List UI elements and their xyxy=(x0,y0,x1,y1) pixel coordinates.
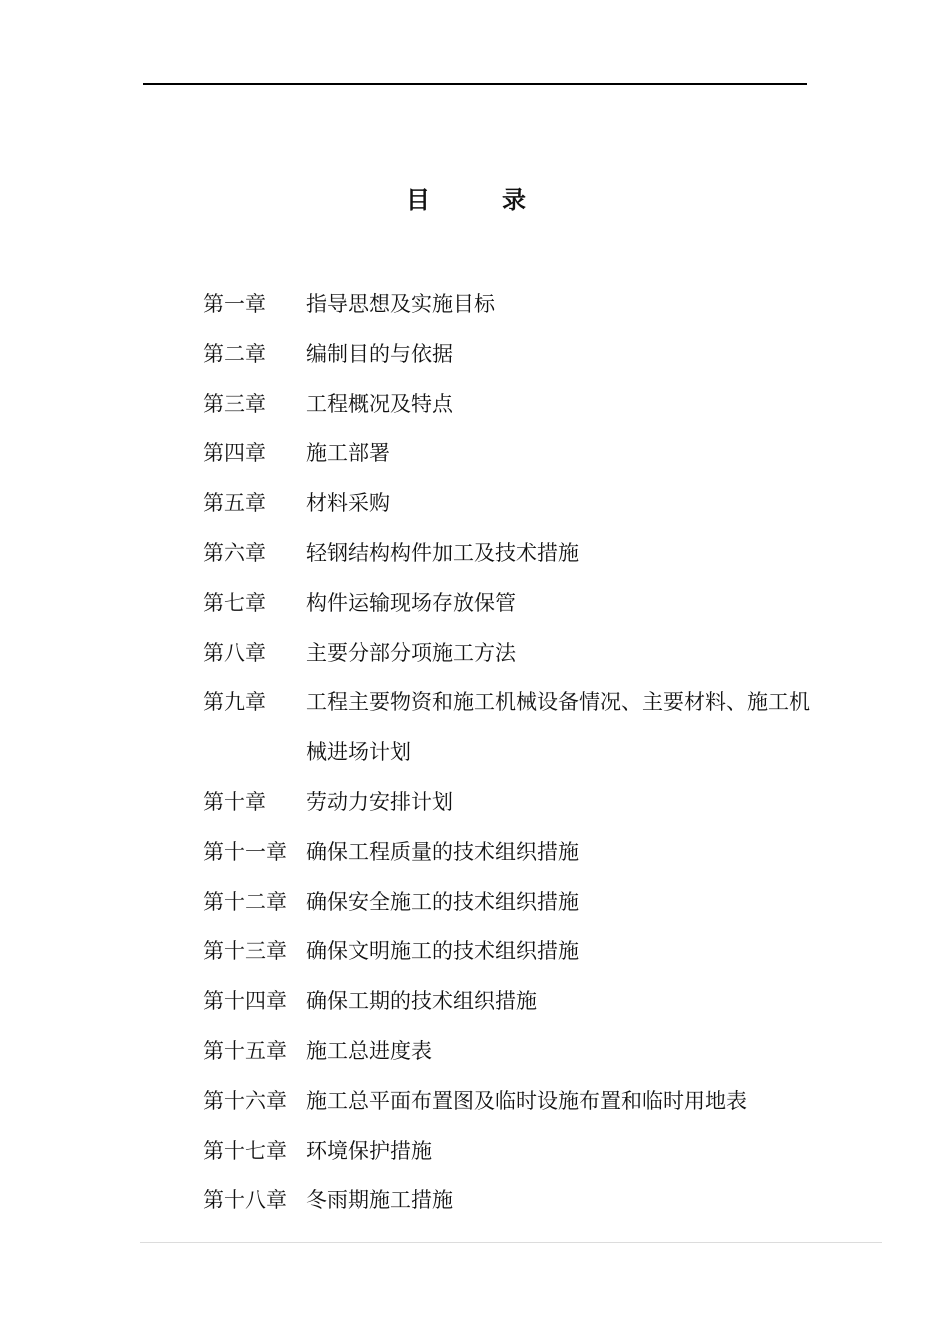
footer-rule xyxy=(140,1242,882,1243)
toc-entry-title: 主要分部分项施工方法 xyxy=(306,640,516,665)
toc-entry-title: 确保工期的技术组织措施 xyxy=(306,989,537,1014)
toc-entry-10[interactable] xyxy=(203,778,823,828)
toc-chapter-label: 第十四章 xyxy=(203,989,287,1014)
toc-entry-title: 轻钢结构构件加工及技术措施 xyxy=(306,540,579,565)
toc-entry-2[interactable] xyxy=(203,330,823,380)
toc-chapter-label: 第四章 xyxy=(203,441,266,466)
toc-chapter-label: 第十八章 xyxy=(203,1188,287,1213)
toc-entry-5[interactable] xyxy=(203,479,823,529)
toc-entry-11[interactable] xyxy=(203,828,823,878)
toc-entry-17[interactable] xyxy=(203,1127,823,1177)
header-rule xyxy=(143,83,807,85)
toc-entry-1[interactable] xyxy=(203,280,823,330)
toc-entry-title: 确保安全施工的技术组织措施 xyxy=(306,889,579,914)
toc-chapter-label: 第十七章 xyxy=(203,1138,287,1163)
toc-entry-4[interactable] xyxy=(203,429,823,479)
toc-entry-15[interactable] xyxy=(203,1027,823,1077)
toc-entry-title: 劳动力安排计划 xyxy=(306,789,453,814)
toc-entry-18[interactable] xyxy=(203,1176,823,1226)
toc-entry-title: 确保工程质量的技术组织措施 xyxy=(306,839,579,864)
toc-entry-9[interactable] xyxy=(203,678,823,778)
toc-entry-title: 工程主要物资和施工机械设备情况、主要材料、施工机械进场计划 xyxy=(306,690,810,765)
toc-entry-title: 编制目的与依据 xyxy=(306,341,453,366)
toc-chapter-label: 第十二章 xyxy=(203,889,287,914)
toc-entry-6[interactable] xyxy=(203,529,823,579)
toc-chapter-label: 第十一章 xyxy=(203,839,287,864)
toc-chapter-label: 第九章 xyxy=(203,690,266,715)
toc-entry-13[interactable] xyxy=(203,927,823,977)
toc-entry-title: 施工总平面布置图及临时设施布置和临时用地表 xyxy=(306,1088,747,1113)
toc-entry-title: 确保文明施工的技术组织措施 xyxy=(306,939,579,964)
toc-entry-3[interactable] xyxy=(203,380,823,430)
toc-entry-title: 构件运输现场存放保管 xyxy=(306,590,516,615)
toc-entry-title: 材料采购 xyxy=(306,491,390,516)
toc-entry-16[interactable] xyxy=(203,1077,823,1127)
toc-chapter-label: 第十三章 xyxy=(203,939,287,964)
toc-entry-title: 冬雨期施工措施 xyxy=(306,1188,453,1213)
table-of-contents xyxy=(203,280,823,1226)
toc-entry-title: 施工总进度表 xyxy=(306,1038,432,1063)
toc-entry-12[interactable] xyxy=(203,878,823,928)
toc-chapter-label: 第三章 xyxy=(203,391,266,416)
toc-chapter-label: 第八章 xyxy=(203,640,266,665)
toc-chapter-label: 第十章 xyxy=(203,789,266,814)
toc-entry-title: 指导思想及实施目标 xyxy=(306,292,495,316)
toc-chapter-label: 第六章 xyxy=(203,540,266,565)
toc-chapter-label: 第七章 xyxy=(203,590,266,615)
toc-chapter-label: 第十六章 xyxy=(203,1088,287,1113)
toc-chapter-label: 第一章 xyxy=(203,292,266,316)
toc-chapter-label: 第五章 xyxy=(203,491,266,516)
toc-entry-title: 工程概况及特点 xyxy=(306,391,453,416)
toc-entry-title: 环境保护措施 xyxy=(306,1138,432,1163)
toc-entry-title: 施工部署 xyxy=(306,441,390,466)
toc-entry-8[interactable] xyxy=(203,629,823,679)
toc-chapter-label: 第二章 xyxy=(203,341,266,366)
toc-entry-7[interactable] xyxy=(203,579,823,629)
page-title: 目录 xyxy=(406,185,598,214)
toc-chapter-label: 第十五章 xyxy=(203,1038,287,1063)
toc-entry-14[interactable] xyxy=(203,977,823,1027)
